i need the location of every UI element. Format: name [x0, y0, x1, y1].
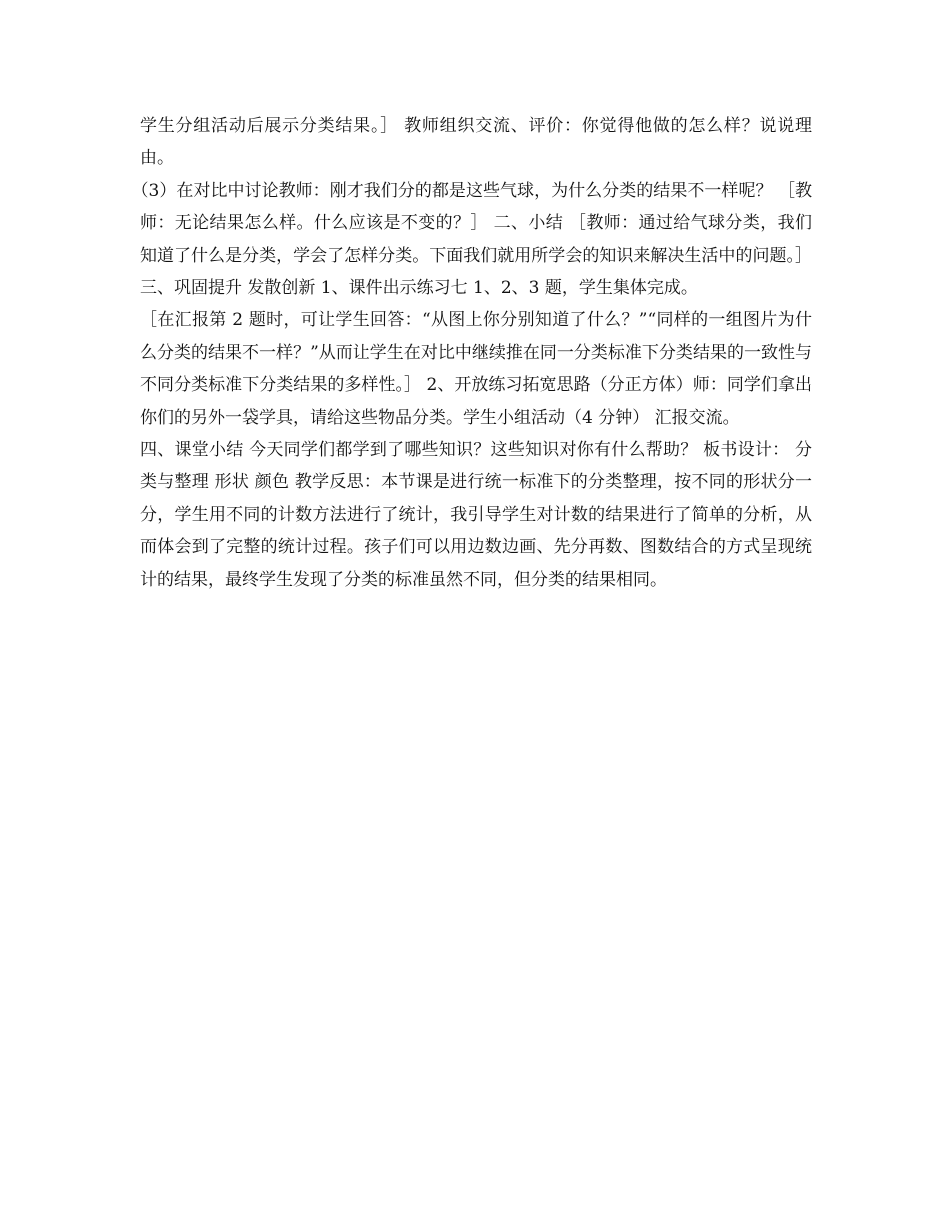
paragraph-3: ［在汇报第 2 题时，可让学生回答：“从图上你分别知道了什么？”“同样的一组图片为什么分类的结果不一样？”从而让学生在对比中继续推在同一分类标准下分类结果的一致性与不同分类标准下分类结果的多样性。］ 2、开放练习拓宽思路（分正方体）师：同学们拿出你们的另外一袋学具，请给这些物品分类。学生小组活动（4 分钟） 汇报交流。: [140, 310, 812, 428]
paragraph-4: 四、课堂小结 今天同学们都学到了哪些知识？这些知识对你有什么帮助？ 板书设计： 分类与整理 形状 颜色 教学反思：本节课是进行统一标准下的分类整理，按不同的形状分一分，学生用不同的计数方法进行了统计，我引导学生对计数的结果进行了简单的分析，从而体会到了完整的统计过程。孩子们可以用边数边画、先分再数、图数结合的方式呈现统计的结果，最终学生发现了分类的标准虽然不同，但分类的结果相同。: [140, 440, 812, 590]
document-body: [131, 110, 812, 596]
paragraph-2: （3）在对比中讨论教师：刚才我们分的都是这些气球，为什么分类的结果不一样呢？ ［教师：无论结果怎么样。什么应该是不变的？］ 二、小结 ［教师：通过给气球分类，我们知道了什么是分类，学会了怎样分类。下面我们就用所学会的知识来解决生活中的问题。］ 三、巩固提升 发散创新 1、课件出示练习七 1、2、3 题，学生集体完成。: [131, 180, 812, 299]
paragraph-1: 学生分组活动后展示分类结果。］ 教师组织交流、评价：你觉得他做的怎么样？说说理由。: [140, 116, 812, 169]
